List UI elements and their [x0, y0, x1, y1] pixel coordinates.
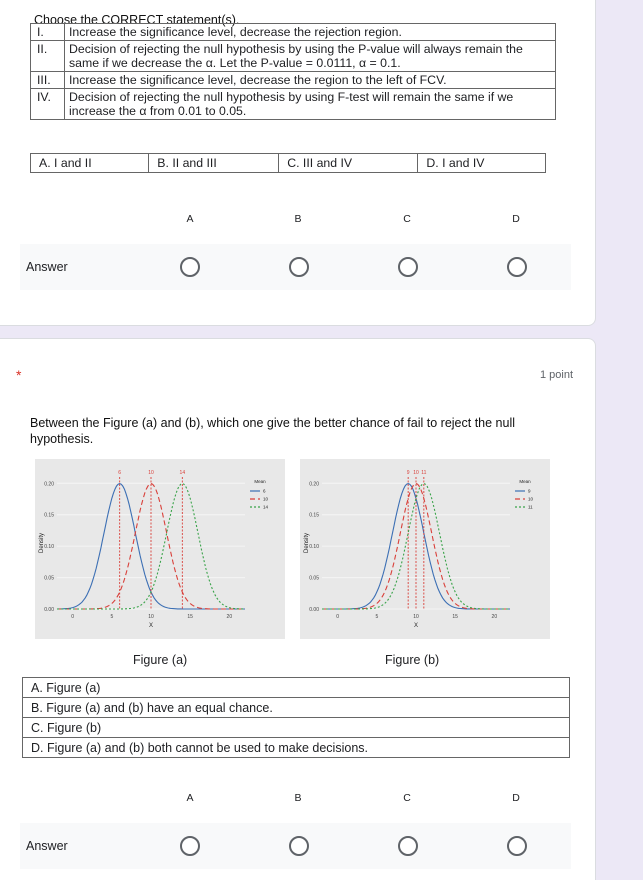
- answer-label: Answer: [26, 260, 68, 274]
- statement-row: [31, 24, 556, 41]
- statement-text: Decision of rejecting the null hypothesis by using the P-value will always remain the same if we decrease the α. Let the P-value = 0.0111, α = 0.1.: [65, 41, 556, 72]
- y-tick-label: 0.10: [44, 544, 54, 551]
- x-tick-label: 20: [491, 614, 498, 620]
- q1-option-d: D. I and IV: [418, 154, 546, 173]
- y-tick-label: 0.00: [309, 607, 319, 613]
- mean-label: 9: [406, 470, 410, 476]
- y-tick-label: 0.20: [44, 481, 54, 488]
- x-tick-label: 15: [187, 614, 193, 620]
- statements-table: [30, 23, 556, 120]
- mean-label: 10: [413, 470, 419, 476]
- x-tick-label: 5: [110, 614, 114, 620]
- figure-b-chart: [300, 459, 550, 639]
- x-tick-label: 0: [71, 614, 75, 620]
- mean-label: 11: [421, 470, 427, 476]
- legend-entry: 9: [528, 488, 531, 494]
- q2-option-c: C. Figure (b): [23, 718, 570, 738]
- column-header-b: B: [294, 213, 302, 225]
- column-header-d: D: [512, 792, 520, 804]
- y-tick-label: 0.15: [44, 512, 54, 519]
- x-axis-label: X: [413, 623, 419, 629]
- radio-d[interactable]: [507, 836, 527, 856]
- y-tick-label: 0.15: [309, 512, 319, 519]
- radio-a[interactable]: [180, 257, 200, 277]
- answer-row: [20, 823, 571, 869]
- q1-options-table: [30, 153, 546, 173]
- y-tick-label: 0.00: [44, 607, 54, 613]
- q1-option-a: A. I and II: [31, 154, 149, 173]
- statement-row: [31, 72, 556, 89]
- answer-row: [20, 244, 571, 290]
- legend-entry: 6: [263, 488, 266, 494]
- x-tick-label: 10: [413, 614, 419, 620]
- points-label: 1 point: [539, 369, 573, 381]
- legend-title: Mean: [254, 479, 266, 484]
- radio-d[interactable]: [507, 257, 527, 277]
- y-tick-label: 0.05: [44, 575, 54, 582]
- q2-option-a: A. Figure (a): [23, 678, 570, 698]
- radio-b[interactable]: [289, 836, 309, 856]
- radio-b[interactable]: [289, 257, 309, 277]
- mean-label: 10: [148, 470, 154, 476]
- legend-entry: 10: [263, 496, 269, 502]
- question-2-prompt: Between the Figure (a) and (b), which one give the better chance of fail to reject the null hypothesis.: [30, 416, 515, 446]
- statement-text: Decision of rejecting the null hypothesis by using F-test will remain the same if we increase the α from 0.01 to 0.05.: [65, 89, 556, 120]
- q1-option-c: C. III and IV: [279, 154, 418, 173]
- q2-option-d: D. Figure (a) and (b) both cannot be used to make decisions.: [23, 738, 570, 758]
- y-tick-label: 0.20: [309, 481, 319, 488]
- question-card-2: [0, 338, 596, 880]
- radio-c[interactable]: [398, 836, 418, 856]
- x-tick-label: 5: [375, 614, 379, 620]
- x-axis-label: X: [148, 623, 154, 629]
- q2-option-b: B. Figure (a) and (b) have an equal chance.: [23, 698, 570, 718]
- question-card-1: [0, 0, 596, 326]
- figure-b-caption: Figure (b): [385, 653, 440, 667]
- statement-row: [31, 41, 556, 72]
- radio-a[interactable]: [180, 836, 200, 856]
- figure-a-chart: [35, 459, 285, 639]
- required-asterisk: *: [16, 367, 22, 383]
- column-header-d: D: [512, 213, 520, 225]
- statement-row: [31, 89, 556, 120]
- statement-number: II.: [31, 41, 65, 72]
- column-header-a: A: [186, 792, 194, 804]
- legend-entry: 14: [263, 504, 269, 510]
- statement-number: IV.: [31, 89, 65, 120]
- statement-number: I.: [31, 24, 65, 41]
- x-tick-label: 10: [148, 614, 154, 620]
- y-tick-label: 0.10: [309, 544, 319, 551]
- q2-options-table: [22, 677, 570, 758]
- column-header-c: C: [403, 792, 411, 804]
- statement-number: III.: [31, 72, 65, 89]
- x-tick-label: 15: [452, 614, 458, 620]
- mean-label: 14: [179, 470, 186, 476]
- legend-title: Mean: [519, 479, 531, 484]
- legend-entry: 11: [528, 504, 533, 510]
- question-1-prompt: Choose the CORRECT statement(s).: [34, 13, 240, 27]
- y-axis-label: Density: [39, 532, 45, 554]
- y-axis-label: Density: [304, 532, 310, 554]
- mean-label: 6: [118, 470, 122, 476]
- x-tick-label: 20: [226, 614, 233, 620]
- statement-text: Increase the significance level, decrease the rejection region.: [65, 24, 556, 41]
- column-header-c: C: [403, 213, 411, 225]
- column-header-b: B: [294, 792, 302, 804]
- q1-option-b: B. II and III: [149, 154, 279, 173]
- radio-c[interactable]: [398, 257, 418, 277]
- legend-entry: 10: [528, 496, 534, 502]
- statement-text: Increase the significance level, decrease the region to the left of FCV.: [65, 72, 556, 89]
- column-header-a: A: [186, 213, 194, 225]
- answer-label: Answer: [26, 839, 68, 853]
- x-tick-label: 0: [336, 614, 340, 620]
- figure-a-caption: Figure (a): [133, 653, 188, 667]
- y-tick-label: 0.05: [309, 575, 319, 582]
